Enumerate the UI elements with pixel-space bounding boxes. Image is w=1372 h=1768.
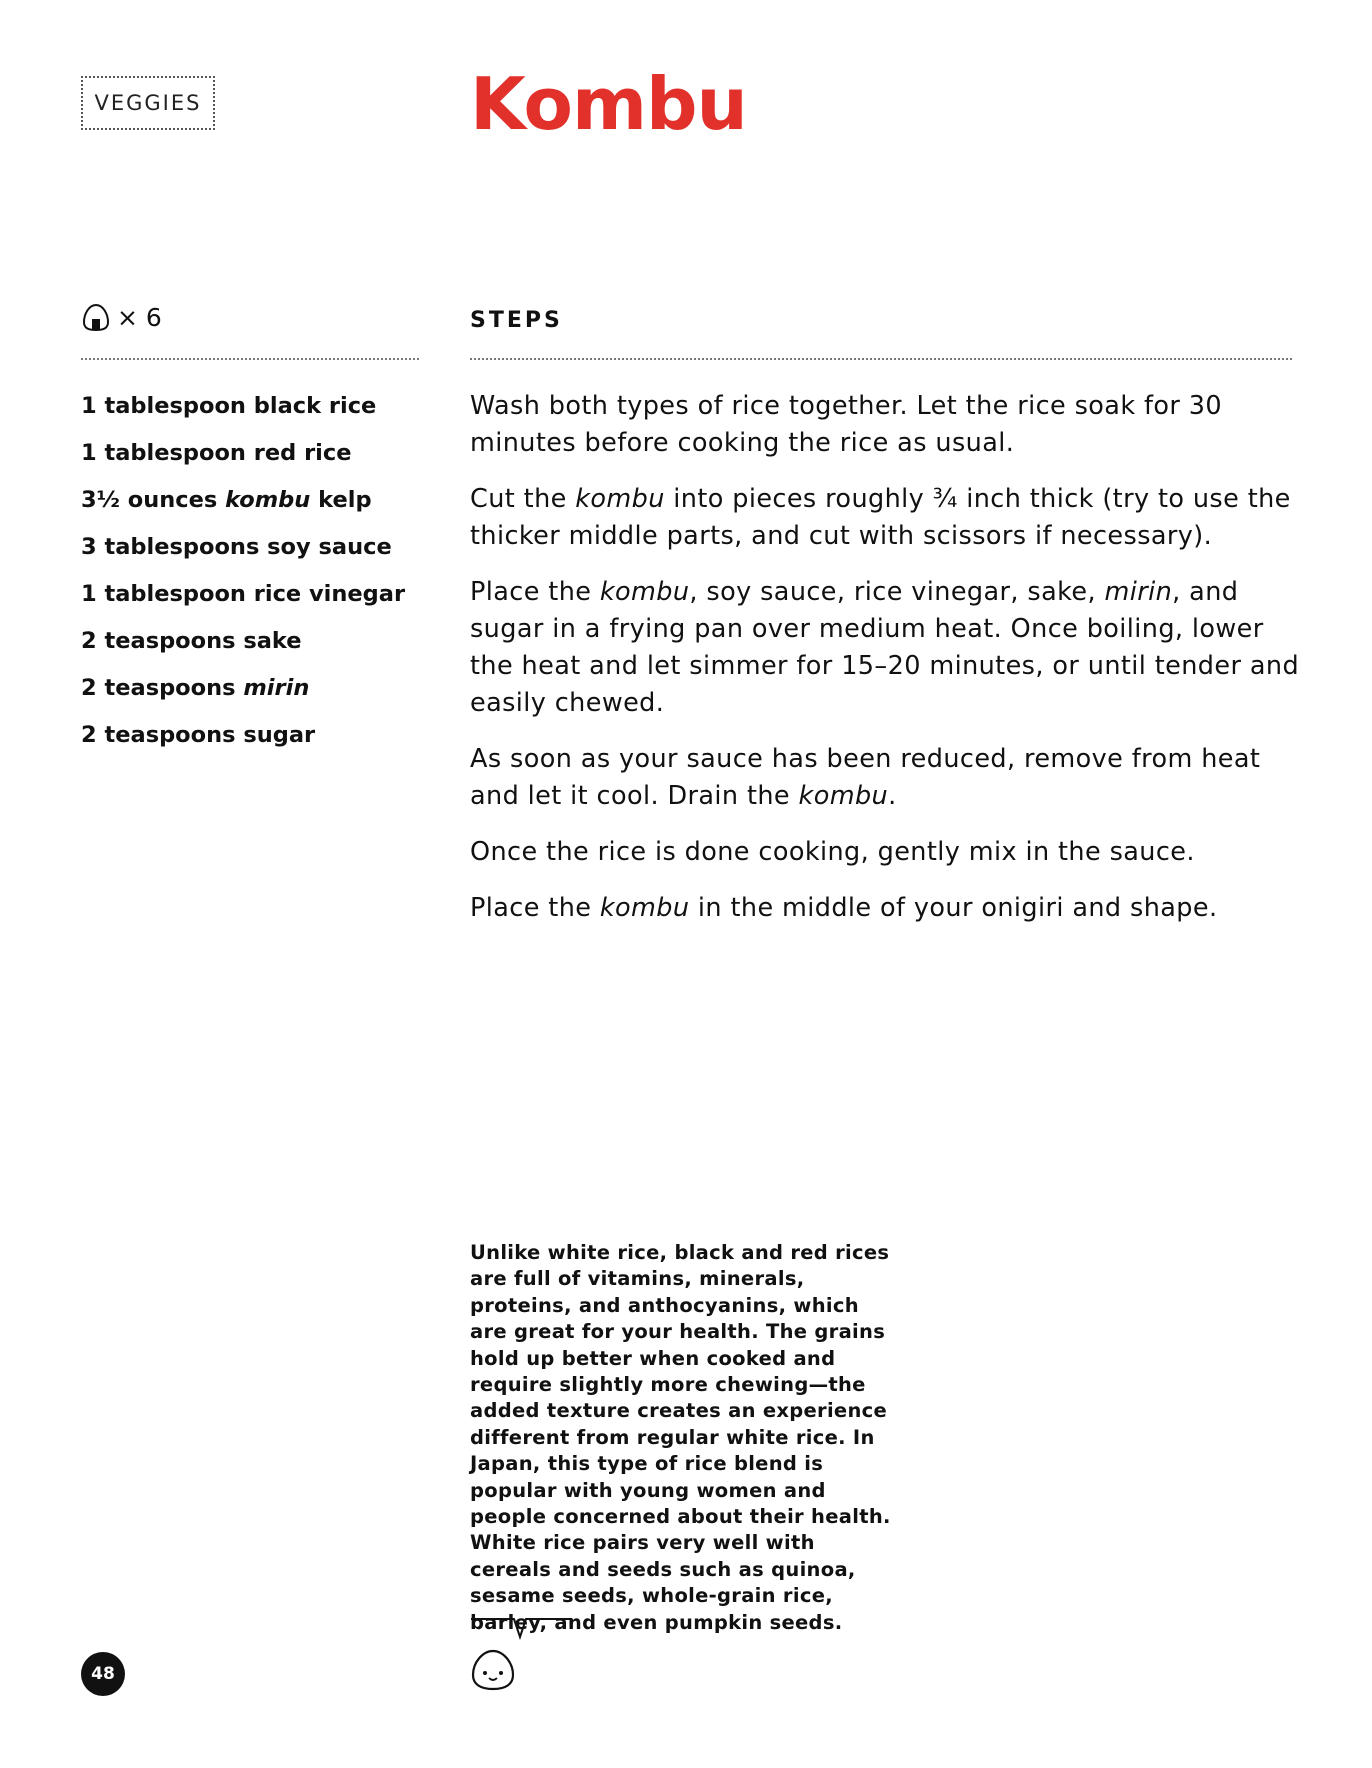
ingredient-item: 1 tablespoon rice vinegar (81, 581, 406, 607)
step-item: Cut the kombu into pieces roughly ¾ inch thick (try to use the thicker middle parts, and cut with scissors if necessary). (470, 484, 1291, 551)
page-number: 48 (81, 1652, 125, 1696)
onigiri-icon (81, 302, 111, 332)
ingredient-item: 1 tablespoon red rice (81, 440, 352, 466)
step-item: As soon as your sauce has been reduced, remove from heat and let it cool. Drain the kombu. (470, 744, 1261, 811)
step-item: Place the kombu, soy sauce, rice vinegar, sake, mirin, and sugar in a frying pan over medium heat. Once boiling, lower the heat and let simmer for 15–20 minutes, or until tender and easily chewed. (470, 577, 1300, 718)
divider-left (81, 358, 419, 360)
ingredient-item: 2 teaspoons mirin (81, 675, 310, 701)
ingredient-item: 2 teaspoons sake (81, 628, 302, 654)
divider-right (470, 358, 1292, 360)
steps-heading: STEPS (470, 308, 563, 333)
ingredient-item: 3½ ounces kombu kelp (81, 487, 372, 513)
speech-bubble-tail-icon (470, 1617, 574, 1641)
recipe-title: Kombu (470, 62, 747, 146)
ingredient-item: 1 tablespoon black rice (81, 393, 377, 419)
step-item: Wash both types of rice together. Let the rice soak for 30 minutes before cooking the rice as usual. (470, 391, 1223, 458)
yield (81, 302, 162, 332)
ingredient-item: 3 tablespoons soy sauce (81, 534, 392, 560)
tip-note: Unlike white rice, black and red rices are full of vitamins, minerals, proteins, and anthocyanins, which are great for your health. The grains hold up better when cooked and require slightly more chewing—the added texture creates an experience different from regular white rice. In Japan, this type of rice blend is popular with young women and people concerned about their health. White rice pairs very well with cereals and seeds such as quinoa, sesame seeds, whole-grain rice, barley, and even pumpkin seeds. (470, 1241, 891, 1634)
steps-list (470, 388, 1310, 946)
yield-count: × 6 (117, 302, 162, 332)
ingredient-item: 2 teaspoons sugar (81, 722, 316, 748)
step-item: Place the kombu in the middle of your onigiri and shape. (470, 893, 1218, 923)
ingredient-list (81, 388, 441, 764)
category-tag: VEGGIES (81, 76, 215, 130)
onigiri-face-icon (470, 1648, 516, 1692)
step-item: Once the rice is done cooking, gently mix in the sauce. (470, 837, 1195, 867)
